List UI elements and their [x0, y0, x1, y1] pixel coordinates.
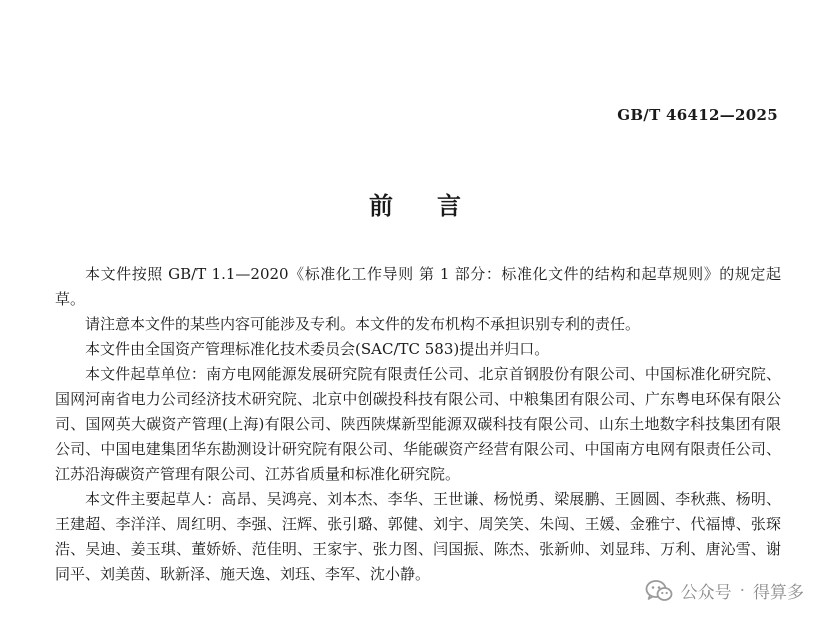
watermark-label: 公众号	[680, 583, 732, 603]
paragraph-drafters: 本文件主要起草人：高昂、吴鸿亮、刘本杰、李华、王世谦、杨悦勇、梁展鹏、王圆圆、李秋燕、杨明、王建超、李洋洋、周红明、李强、汪辉、张引璐、郭健、刘宇、周笑笑、朱闯、王媛、金雅宁、代福博、张琛浩、吴迪、姜玉琪、董娇娇、范佳明、王家宇、张力图、闫国振、陈杰、张新帅、刘显玮、万利、唐沁雪、谢同平、刘美茵、耿新泽、施天逸、刘珏、李军、沈小静。	[55, 490, 781, 583]
standard-number: GB/T 46412—2025	[617, 106, 778, 124]
wechat-watermark	[645, 578, 804, 603]
watermark-separator: ·	[739, 580, 745, 601]
wechat-icon	[645, 579, 673, 603]
paragraph-committee: 本文件由全国资产管理标准化技术委员会(SAC/TC 583)提出并归口。	[85, 340, 550, 358]
page-title: 前言	[369, 191, 505, 220]
watermark-account: 得算多	[753, 583, 804, 603]
paragraph-drafting-rules: 本文件按照 GB/T 1.1—2020《标准化工作导则 第 1 部分：标准化文件的结构和起草规则》的规定起草。	[55, 265, 781, 308]
foreword-body	[55, 262, 781, 587]
paragraph-patent-notice: 请注意本文件的某些内容可能涉及专利。本文件的发布机构不承担识别专利的责任。	[85, 315, 641, 333]
paragraph-drafting-units: 本文件起草单位：南方电网能源发展研究院有限责任公司、北京首钢股份有限公司、中国标准化研究院、国网河南省电力公司经济技术研究院、北京中创碳投科技有限公司、中粮集团有限公司、广东粤电环保有限公司、国网英大碳资产管理(上海)有限公司、陕西陕煤新型能源双碳科技有限公司、山东土地数字科技集团有限公司、中国电建集团华东勘测设计研究院有限公司、华能碳资产经营有限公司、中国南方电网有限责任公司、江苏沿海碳资产管理有限公司、江苏省质量和标准化研究院。	[55, 365, 781, 483]
